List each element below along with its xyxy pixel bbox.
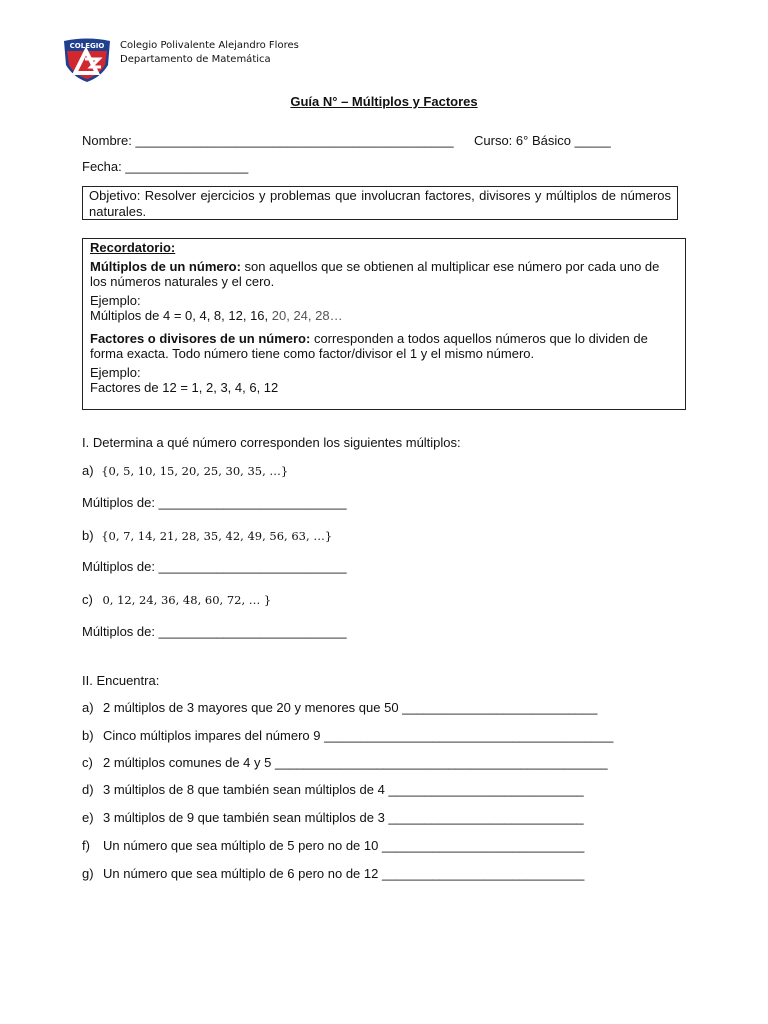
item-label: a) [82,700,94,715]
multiples-set: {0, 7, 14, 21, 28, 35, 42, 49, 56, 63, …} [101,529,333,543]
factors-def-text: corresponden a todos aquellos números que lo dividen de forma exacta. Todo número tiene como factor/divisor el 1 y el mismo número. [90,331,648,361]
section-1-item [82,528,332,544]
factors-definition [90,331,678,361]
date-field: Fecha: _________________ [82,159,249,174]
item-label: g) [82,866,94,881]
item-label: c) [82,592,93,607]
multiples-example-text: Múltiplos de 4 = 0, 4, 8, 12, 16, [90,308,272,323]
section-2-item [82,866,584,882]
reminder-box [82,238,686,410]
item-text: 3 múltiplos de 8 que también sean múltiplos de 4 ___________________________ [103,782,584,797]
multiples-term: Múltiplos de un número: [90,259,241,274]
grade-field: Curso: 6° Básico _____ [474,133,611,148]
multiples-example [90,308,678,323]
factors-example-label: Ejemplo: [90,365,141,380]
school-header [120,39,299,67]
answer-line: Múltiplos de: __________________________ [82,624,347,639]
answer-line: Múltiplos de: __________________________ [82,559,347,574]
multiples-definition [90,259,678,289]
item-text: Un número que sea múltiplo de 5 pero no de 10 ____________________________ [103,838,585,853]
item-text: 2 múltiplos de 3 mayores que 20 y menores que 50 ___________________________ [103,700,598,715]
item-label: e) [82,810,94,825]
factors-term: Factores o divisores de un número: [90,331,311,346]
item-label: b) [82,528,94,543]
section-2-heading: II. Encuentra: [82,673,160,688]
section-1-heading: I. Determina a qué número corresponden los siguientes múltiplos: [82,435,461,450]
item-label: f) [82,838,90,853]
item-label: c) [82,755,93,770]
multiples-set: {0, 5, 10, 15, 20, 25, 30, 35, …} [101,464,289,478]
item-label: a) [82,463,94,478]
multiples-example-label: Ejemplo: [90,293,141,308]
name-field: Nombre: ____________________________________________ [82,133,454,148]
school-crest-logo [61,37,113,83]
item-text: Un número que sea múltiplo de 6 pero no de 12 ____________________________ [103,866,585,881]
item-text: 2 múltiplos comunes de 4 y 5 ______________________________________________ [103,755,608,770]
school-name: Colegio Polivalente Alejandro Flores [120,40,299,51]
section-2-item [82,782,584,798]
answer-line: Múltiplos de: __________________________ [82,495,347,510]
item-text: 3 múltiplos de 9 que también sean múltiplos de 3 ___________________________ [103,810,584,825]
document-title: Guía N° – Múltiplos y Factores [290,94,478,109]
item-label: d) [82,782,94,797]
logo-text: COLEGIO [69,42,105,50]
item-text: Cinco múltiplos impares del número 9 ________________________________________ [103,728,614,743]
multiples-set: 0, 12, 24, 36, 48, 60, 72, … } [102,593,272,607]
objective-box [82,186,678,220]
reminder-title: Recordatorio: [90,240,176,255]
section-2-item [82,838,584,854]
section-1-item [82,592,271,608]
item-label: b) [82,728,94,743]
section-2-item [82,728,613,744]
department-name: Departamento de Matemática [120,54,271,65]
section-1-item [82,463,288,479]
section-2-item [82,810,584,826]
factors-example: Factores de 12 = 1, 2, 3, 4, 6, 12 [90,380,279,395]
multiples-def-text: son aquellos que se obtienen al multiplicar ese número por cada uno de los números naturales y el cero. [90,259,660,289]
multiples-example-continued: 20, 24, 28… [271,308,343,323]
section-2-item [82,755,608,771]
section-2-item [82,700,597,716]
objective-text: Objetivo: Resolver ejercicios y problemas que involucran factores, divisores y múltiplos de números naturales. [89,188,671,219]
